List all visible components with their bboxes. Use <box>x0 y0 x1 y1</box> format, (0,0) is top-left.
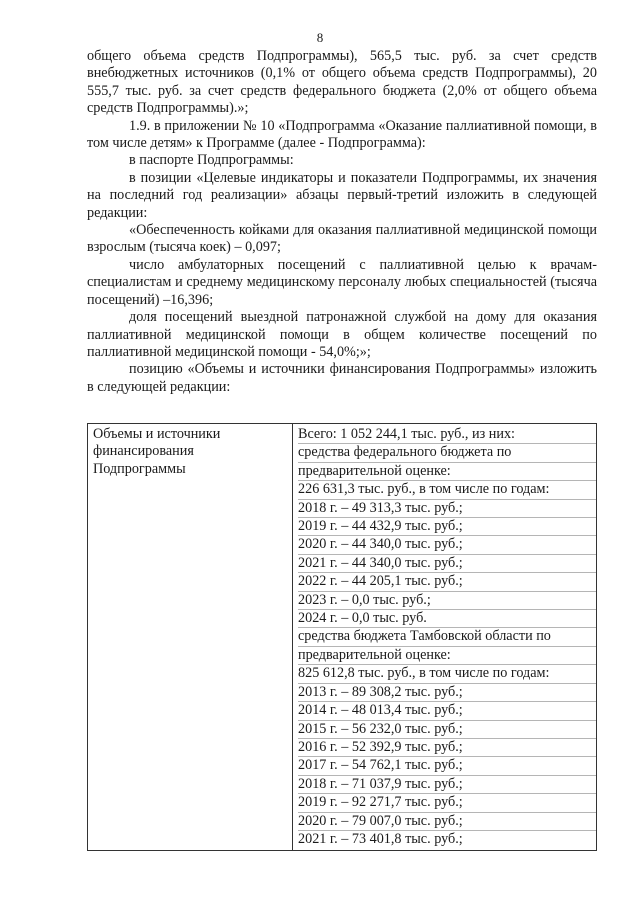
document-body <box>87 48 597 396</box>
table-line: 825 612,8 тыс. руб., в том числе по годам: <box>298 665 596 683</box>
table-line: 2022 г. – 44 205,1 тыс. руб.; <box>298 573 596 591</box>
paragraph: 1.9. в приложении № 10 «Подпрограмма «Оказание паллиативной помощи, в том числе детям» к Программе (далее - Подпрограмма): <box>87 117 597 152</box>
table-line: 2019 г. – 92 271,7 тыс. руб.; <box>298 794 596 812</box>
table-line: 2021 г. – 73 401,8 тыс. руб.; <box>298 830 463 847</box>
table-line: предварительной оценке: <box>298 463 596 481</box>
table-line: 2015 г. – 56 232,0 тыс. руб.; <box>298 721 596 739</box>
table-label-cell: Объемы и источники финансирования Подпрограммы <box>88 424 293 851</box>
table-line: 2023 г. – 0,0 тыс. руб.; <box>298 592 596 610</box>
page-number: 8 <box>316 30 324 45</box>
table-line: 226 631,3 тыс. руб., в том числе по годам: <box>298 481 596 499</box>
table-line: Всего: 1 052 244,1 тыс. руб., из них: <box>298 426 596 444</box>
table-line: 2016 г. – 52 392,9 тыс. руб.; <box>298 739 596 757</box>
financing-table <box>87 423 597 851</box>
table-line: 2017 г. – 54 762,1 тыс. руб.; <box>298 757 596 775</box>
table-line: 2024 г. – 0,0 тыс. руб. <box>298 610 596 628</box>
table-line: 2018 г. – 71 037,9 тыс. руб.; <box>298 776 596 794</box>
paragraph: в паспорте Подпрограммы: <box>129 152 294 169</box>
paragraph: доля посещений выездной патронажной службой на дому для оказания паллиативной медицинской помощи в общем количестве посещений по паллиативной медицинской помощи - 54,0%;»; <box>87 309 597 360</box>
table-line: 2020 г. – 44 340,0 тыс. руб.; <box>298 536 596 554</box>
table-line: 2021 г. – 44 340,0 тыс. руб.; <box>298 555 596 573</box>
paragraph: число амбулаторных посещений с паллиативной целью к врачам-специалистам и среднему медицинскому персоналу любых специальностей (тысяча посещений) –16,396; <box>87 256 597 308</box>
paragraph: в позиции «Целевые индикаторы и показатели Подпрограммы, их значения на последний год реализации» абзацы первый-третий изложить в следующей редакции: <box>87 169 597 221</box>
table-line: средства федерального бюджета по <box>298 444 596 462</box>
table-line: 2013 г. – 89 308,2 тыс. руб.; <box>298 684 596 702</box>
table-value-cell <box>293 424 597 851</box>
paragraph: общего объема средств Подпрограммы), 565,5 тыс. руб. за счет средств внебюджетных источников (0,1% от общего объема средств Подпрограммы), 20 555,7 тыс. руб. за счет средств федерального бюджета (2,0% от общего объема средств Подпрограммы).»; <box>87 48 597 117</box>
table-line: средства бюджета Тамбовской области по <box>298 628 596 646</box>
table-line: 2019 г. – 44 432,9 тыс. руб.; <box>298 518 596 536</box>
table-line: 2018 г. – 49 313,3 тыс. руб.; <box>298 500 596 518</box>
table-line: предварительной оценке: <box>298 647 596 665</box>
table-row <box>88 424 597 851</box>
table-line: 2020 г. – 79 007,0 тыс. руб.; <box>298 813 596 831</box>
paragraph: «Обеспеченность койками для оказания паллиативной медицинской помощи взрослым (тысяча коек) – 0,097; <box>87 222 597 256</box>
paragraph: позицию «Объемы и источники финансирования Подпрограммы» изложить в следующей редакции: <box>87 361 597 395</box>
table-line: 2014 г. – 48 013,4 тыс. руб.; <box>298 702 596 720</box>
